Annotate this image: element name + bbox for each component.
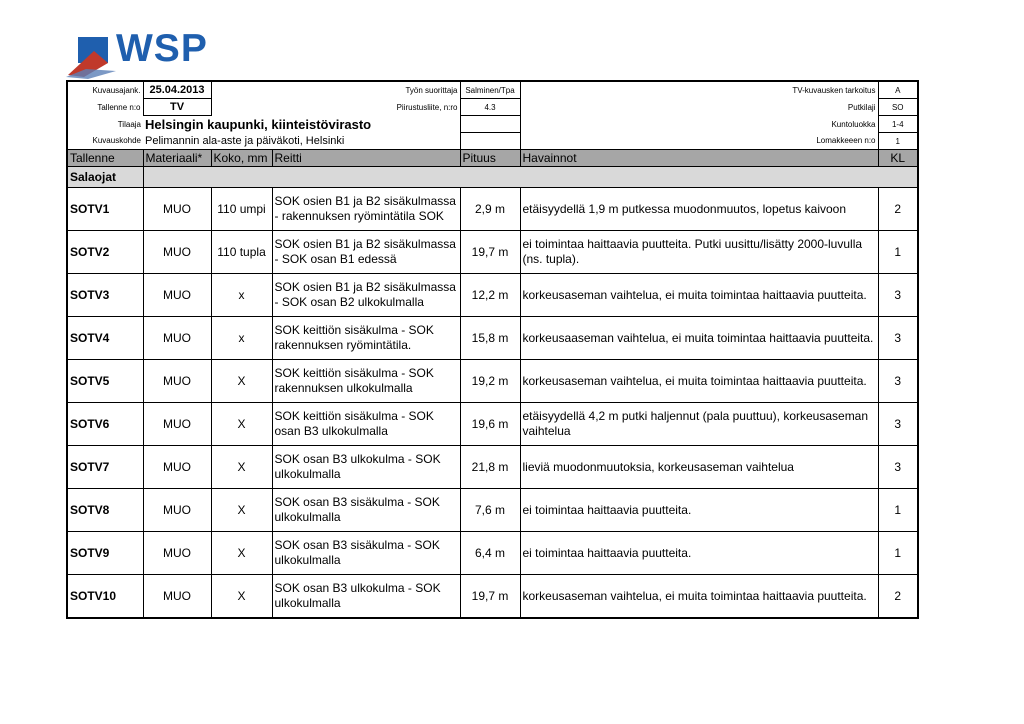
inspection-sheet <box>66 80 919 619</box>
cell-tallenne: SOTV2 <box>67 231 143 274</box>
table-row <box>67 446 918 489</box>
table-row <box>67 403 918 446</box>
tallenne-value: TV <box>143 99 211 116</box>
table-row <box>67 188 918 231</box>
table-row <box>67 489 918 532</box>
table-row <box>67 274 918 317</box>
lomakkeen-label: Lomakkeeen n:o <box>816 136 876 146</box>
cell-havainnot: lieviä muodonmuutoksia, korkeusaseman vaihtelua <box>520 446 878 489</box>
table-row <box>67 532 918 575</box>
tarkoitus-label: TV-kuvausken tarkoitus <box>792 85 876 95</box>
cell-tallenne: SOTV3 <box>67 274 143 317</box>
cell-havainnot: korkeusaaseman vaihtelua, ei muita toimintaa haittaavia puutteita. <box>520 317 878 360</box>
table-row <box>67 360 918 403</box>
cell-kl: 1 <box>878 231 918 274</box>
cell-koko: X <box>211 575 272 619</box>
cell-materiaali: MUO <box>143 188 211 231</box>
col-tallenne: Tallenne <box>67 150 143 167</box>
cell-materiaali: MUO <box>143 317 211 360</box>
cell-havainnot: korkeusaseman vaihtelua, ei muita toimintaa haittaavia puutteita. <box>520 360 878 403</box>
header-row-1 <box>67 81 918 99</box>
cell-reitti: SOK osien B1 ja B2 sisäkulmassa - SOK osan B1 edessä <box>272 231 460 274</box>
cell-havainnot: ei toimintaa haittaavia puutteita. <box>520 532 878 575</box>
cell-materiaali: MUO <box>143 274 211 317</box>
lomakkeen-value: 1 <box>878 133 918 150</box>
col-koko: Koko, mm <box>211 150 272 167</box>
tyon-suorittaja-label: Työn suorittaja <box>405 85 458 95</box>
cell-pituus: 7,6 m <box>460 489 520 532</box>
cell-tallenne: SOTV8 <box>67 489 143 532</box>
cell-pituus: 6,4 m <box>460 532 520 575</box>
cell-kl: 2 <box>878 188 918 231</box>
col-materiaali: Materiaali* <box>143 150 211 167</box>
cell-tallenne: SOTV4 <box>67 317 143 360</box>
tilaaja-value: Helsingin kaupunki, kiinteistövirasto <box>145 116 372 132</box>
cell-koko: 110 umpi <box>211 188 272 231</box>
tilaaja-label: Tilaaja <box>117 119 141 129</box>
cell-pituus: 19,7 m <box>460 575 520 619</box>
cell-havainnot: ei toimintaa haittaavia puutteita. Putki uusittu/lisätty 2000-luvulla (ns. tupla). <box>520 231 878 274</box>
section-row <box>67 167 918 188</box>
column-header-row <box>67 150 918 167</box>
cell-reitti: SOK keittiön sisäkulma - SOK osan B3 ulkokulmalla <box>272 403 460 446</box>
cell-koko: x <box>211 274 272 317</box>
cell-tallenne: SOTV9 <box>67 532 143 575</box>
kuntoluokka-value: 1-4 <box>878 116 918 133</box>
cell-pituus: 2,9 m <box>460 188 520 231</box>
cell-koko: X <box>211 403 272 446</box>
cell-materiaali: MUO <box>143 231 211 274</box>
header-row-3 <box>67 116 918 133</box>
cell-pituus: 15,8 m <box>460 317 520 360</box>
cell-materiaali: MUO <box>143 532 211 575</box>
table-row <box>67 575 918 619</box>
cell-tallenne: SOTV1 <box>67 188 143 231</box>
kuvausajankohta-label: Kuvausajank. <box>92 85 141 95</box>
cell-kl: 3 <box>878 403 918 446</box>
kuntoluokka-label: Kuntoluokka <box>831 119 876 129</box>
table-row <box>67 231 918 274</box>
cell-koko: x <box>211 317 272 360</box>
col-reitti: Reitti <box>272 150 460 167</box>
col-kl: KL <box>878 150 918 167</box>
cell-havainnot: etäisyydellä 4,2 m putki haljennut (pala puuttuu), korkeusaseman vaihtelua <box>520 403 878 446</box>
header-row-4 <box>67 133 918 150</box>
section-filler <box>143 167 918 188</box>
cell-reitti: SOK osan B3 sisäkulma - SOK ulkokulmalla <box>272 489 460 532</box>
cell-pituus: 19,7 m <box>460 231 520 274</box>
cell-koko: X <box>211 360 272 403</box>
cell-reitti: SOK osien B1 ja B2 sisäkulmassa - rakennuksen ryömintätila SOK <box>272 188 460 231</box>
cell-havainnot: etäisyydellä 1,9 m putkessa muodonmuutos, lopetus kaivoon <box>520 188 878 231</box>
cell-materiaali: MUO <box>143 360 211 403</box>
cell-koko: X <box>211 489 272 532</box>
cell-havainnot: korkeusaseman vaihtelua, ei muita toimintaa haittaavia puutteita. <box>520 274 878 317</box>
cell-koko: 110 tupla <box>211 231 272 274</box>
cell-koko: X <box>211 446 272 489</box>
cell-reitti: SOK keittiön sisäkulma - SOK rakennuksen ryömintätila. <box>272 317 460 360</box>
wsp-logo-text: WSP <box>116 27 208 70</box>
empty-cell <box>460 133 520 150</box>
cell-pituus: 12,2 m <box>460 274 520 317</box>
cell-kl: 3 <box>878 446 918 489</box>
kuvauskohde-value: Pelimannin ala-aste ja päiväkoti, Helsinki <box>145 134 345 147</box>
cell-kl: 1 <box>878 489 918 532</box>
cell-reitti: SOK keittiön sisäkulma - SOK rakennuksen ulkokulmalla <box>272 360 460 403</box>
cell-pituus: 19,6 m <box>460 403 520 446</box>
tarkoitus-value: A <box>878 81 918 99</box>
tyon-suorittaja-value: Salminen/Tpa <box>460 81 520 99</box>
cell-pituus: 21,8 m <box>460 446 520 489</box>
cell-tallenne: SOTV5 <box>67 360 143 403</box>
cell-materiaali: MUO <box>143 575 211 619</box>
cell-reitti: SOK osan B3 ulkokulma - SOK ulkokulmalla <box>272 446 460 489</box>
col-havainnot: Havainnot <box>520 150 878 167</box>
section-title: Salaojat <box>67 167 143 188</box>
tallenne-label: Tallenne n:o <box>97 102 141 112</box>
cell-tallenne: SOTV10 <box>67 575 143 619</box>
header-row-2 <box>67 99 918 116</box>
cell-reitti: SOK osan B3 ulkokulma - SOK ulkokulmalla <box>272 575 460 619</box>
cell-materiaali: MUO <box>143 489 211 532</box>
kuvauskohde-label: Kuvauskohde <box>92 136 141 146</box>
cell-kl: 3 <box>878 360 918 403</box>
putkilaji-label: Putkilaji <box>847 102 876 112</box>
empty-cell <box>460 116 520 133</box>
piirustusliite-label: Piirustusliite, n:ro <box>396 102 458 112</box>
cell-koko: X <box>211 532 272 575</box>
cell-tallenne: SOTV6 <box>67 403 143 446</box>
piirustusliite-value: 4.3 <box>460 99 520 116</box>
kuvausajankohta-value: 25.04.2013 <box>143 81 211 99</box>
cell-kl: 3 <box>878 274 918 317</box>
cell-havainnot: korkeusaseman vaihtelua, ei muita toimintaa haittaavia puutteita. <box>520 575 878 619</box>
cell-kl: 1 <box>878 532 918 575</box>
wsp-logo-mark <box>64 33 124 79</box>
cell-materiaali: MUO <box>143 403 211 446</box>
table-row <box>67 317 918 360</box>
cell-tallenne: SOTV7 <box>67 446 143 489</box>
cell-kl: 2 <box>878 575 918 619</box>
cell-reitti: SOK osan B3 sisäkulma - SOK ulkokulmalla <box>272 532 460 575</box>
col-pituus: Pituus <box>460 150 520 167</box>
cell-reitti: SOK osien B1 ja B2 sisäkulmassa - SOK osan B2 ulkokulmalla <box>272 274 460 317</box>
cell-materiaali: MUO <box>143 446 211 489</box>
putkilaji-value: SO <box>878 99 918 116</box>
cell-pituus: 19,2 m <box>460 360 520 403</box>
cell-havainnot: ei toimintaa haittaavia puutteita. <box>520 489 878 532</box>
cell-kl: 3 <box>878 317 918 360</box>
